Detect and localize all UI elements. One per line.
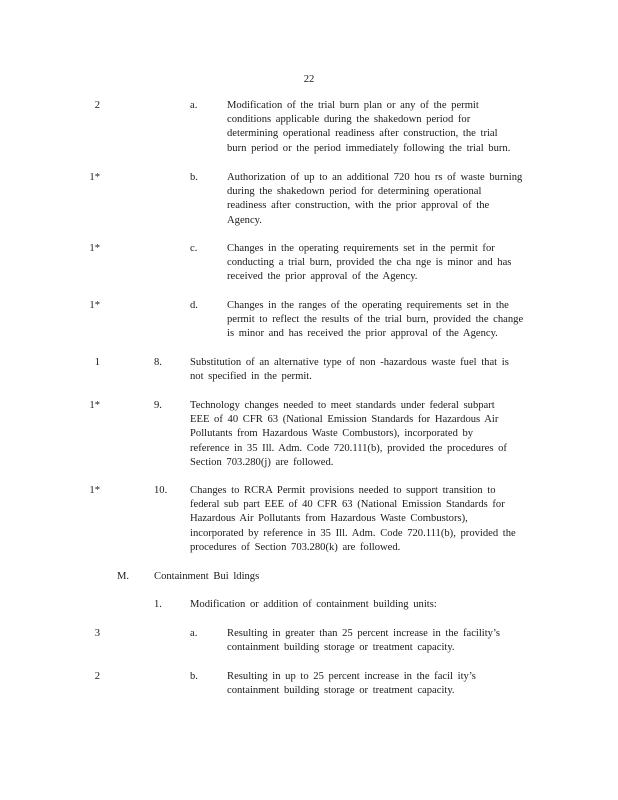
item-text — [227, 670, 539, 698]
text-line: containment building storage or treatment capacity. — [227, 642, 455, 654]
text-line: Changes in the ranges of the operating requirements set in the — [227, 300, 509, 311]
text-line: Technology changes needed to meet standards under federal subpart — [190, 400, 495, 411]
item-text — [154, 570, 494, 584]
text-line: Pollutants from Hazardous Waste Combustors), incorporated by — [190, 428, 474, 440]
text-line: conditions applicable during the shakedown period for — [227, 114, 471, 126]
text-line: Changes in the operating requirements set in the permit for — [227, 243, 495, 254]
text-line: Containment Bui ldings — [154, 571, 260, 582]
text-line: EEE of 40 CFR 63 (National Emission Standards for Hazardous Air — [190, 414, 499, 426]
permit-class: 1* — [89, 300, 100, 311]
text-line: received the prior approval of the Agency. — [227, 271, 418, 283]
item-label: 9. — [154, 400, 162, 411]
item-label: c. — [190, 243, 198, 254]
permit-class: 3 — [94, 628, 100, 639]
text-line: Section 703.280(j) are followed. — [190, 456, 334, 468]
item-text — [227, 171, 539, 228]
text-line: burn period or the period immediately following the trial burn. — [227, 142, 511, 154]
permit-class: 1* — [89, 400, 100, 411]
text-line: Modification or addition of containment building units: — [190, 599, 437, 610]
text-line: conducting a trial burn, provided the cha nge is minor and has — [227, 257, 512, 269]
item-label: a. — [190, 100, 198, 111]
item-text — [227, 99, 539, 156]
text-line: Resulting in up to 25 percent increase in the facil ity’s — [227, 671, 476, 682]
page-number: 22 — [303, 74, 315, 85]
permit-class: 1* — [89, 243, 100, 254]
text-line: procedures of Section 703.280(k) are followed. — [190, 541, 401, 553]
text-line: incorporated by reference in 35 Ill. Adm. Code 720.111(b), provided the — [190, 527, 516, 539]
item-label: a. — [190, 628, 198, 639]
item-text — [227, 242, 539, 285]
permit-class: 1* — [89, 485, 100, 496]
item-label: 10. — [154, 485, 168, 496]
item-label: 1. — [154, 599, 162, 610]
permit-class: 1 — [94, 357, 100, 368]
text-line: reference in 35 Ill. Adm. Code 720.111(b), provided the procedures of — [190, 442, 507, 454]
text-line: is minor and has received the prior approval of the Agency. — [227, 328, 498, 340]
item-label: b. — [190, 671, 198, 682]
item-label: M. — [117, 571, 130, 582]
permit-class: 2 — [94, 671, 100, 682]
item-text — [190, 484, 542, 555]
text-line: Substitution of an alternative type of non -hazardous waste fuel that is — [190, 357, 509, 368]
text-line: readiness after construction, with the prior approval of the — [227, 200, 490, 212]
text-line: Authorization of up to an additional 720 hou rs of waste burning — [227, 172, 523, 183]
text-line: containment building storage or treatment capacity. — [227, 685, 455, 697]
text-line: during the shakedown period for determining operational — [227, 186, 482, 198]
text-line: Modification of the trial burn plan or any of the permit — [227, 100, 479, 111]
item-label: d. — [190, 300, 198, 311]
permit-class: 1* — [89, 172, 100, 183]
item-text — [190, 356, 542, 384]
permit-class: 2 — [94, 100, 100, 111]
text-line: Changes to RCRA Permit provisions needed to support transition to — [190, 485, 496, 496]
item-text — [190, 399, 542, 470]
text-line: Hazardous Air Pollutants from Hazardous Waste Combustors), — [190, 513, 468, 525]
item-text — [227, 627, 539, 655]
text-line: determining operational readiness after construction, the trial — [227, 128, 498, 140]
text-line: permit to reflect the results of the trial burn, provided the change — [227, 314, 524, 326]
text-line: not specified in the permit. — [190, 371, 312, 383]
text-line: federal sub part EEE of 40 CFR 63 (National Emission Standards for — [190, 499, 505, 511]
item-text — [190, 598, 542, 612]
text-line: Agency. — [227, 214, 262, 226]
text-line: Resulting in greater than 25 percent increase in the facility’s — [227, 628, 501, 639]
item-label: 8. — [154, 357, 162, 368]
item-text — [227, 299, 539, 342]
item-label: b. — [190, 172, 198, 183]
